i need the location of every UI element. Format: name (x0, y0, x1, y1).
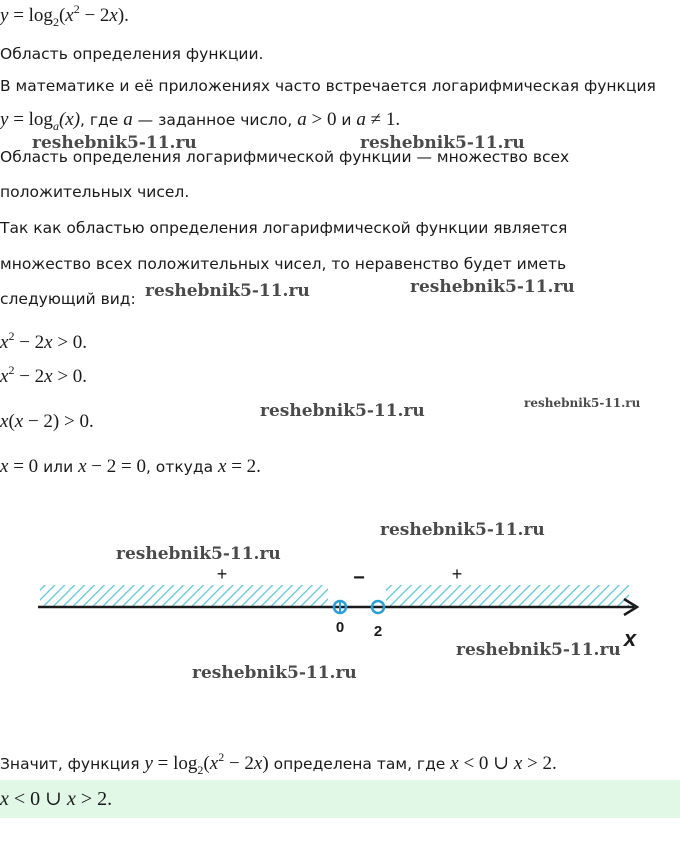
op: − 2 (14, 332, 45, 353)
op: > 0. (52, 366, 88, 387)
paragraph-3: Область определения логарифмической функции — множество всех (0, 148, 570, 166)
var: x (0, 332, 9, 353)
var: x (0, 788, 9, 810)
exponent: 2 (8, 363, 15, 377)
var: x (44, 366, 53, 387)
op: − 2 = 0 (86, 456, 146, 477)
paragraph-5: Так как областью определения логарифмической функции является (0, 219, 568, 237)
exponent: 2 (218, 750, 225, 764)
point-label-0: 0 (335, 619, 345, 636)
op: − 2) > 0. (23, 411, 94, 432)
op: − 2 (224, 753, 254, 774)
var: x (218, 456, 227, 477)
watermark: reshebnik5-11.ru (260, 401, 425, 421)
answer-line (0, 789, 112, 809)
op: > 2. (75, 788, 113, 810)
arg: (x) (58, 109, 81, 130)
text: — заданное число, (132, 111, 298, 129)
var: x (44, 332, 53, 353)
watermark: reshebnik5-11.ru (456, 640, 621, 660)
hatch-left (40, 585, 328, 607)
text: определена там, где (268, 755, 451, 773)
var: x (66, 788, 76, 810)
var: x (78, 456, 87, 477)
var: x (0, 411, 9, 432)
log-base: 2 (52, 15, 59, 29)
var: x (513, 753, 523, 774)
op: > 0. (52, 332, 88, 353)
op: ≠ 1. (365, 109, 401, 130)
op: = 2. (226, 456, 261, 477)
op: − 2 (14, 366, 45, 387)
var: y (0, 5, 9, 26)
watermark: reshebnik5-11.ru (32, 133, 197, 153)
paragraph-1: В математике и её приложениях часто встречается логарифмическая функция (0, 77, 656, 95)
var: a (356, 109, 366, 130)
paren: ( (58, 5, 66, 26)
op: = (8, 5, 29, 26)
exponent: 2 (8, 329, 15, 343)
watermark: reshebnik5-11.ru (380, 520, 545, 540)
paren: ) (262, 753, 269, 774)
var: y (0, 109, 9, 130)
op: < 0 ∪ (458, 753, 514, 774)
var: x (0, 456, 9, 477)
sign-plus-right: + (451, 564, 463, 584)
watermark: reshebnik5-11.ru (145, 281, 310, 301)
watermark: reshebnik5-11.ru (524, 396, 641, 410)
log-base: 2 (197, 763, 204, 777)
var: x (65, 5, 74, 26)
op: = 0 (8, 456, 39, 477)
var: x (0, 366, 9, 387)
op: > 0 (306, 109, 337, 130)
watermark: reshebnik5-11.ru (410, 277, 575, 297)
var: y (144, 753, 153, 774)
log: log (28, 5, 53, 26)
var: x (253, 753, 263, 774)
op: < 0 ∪ (8, 788, 67, 810)
text: , откуда (145, 458, 218, 476)
var: x (109, 5, 118, 26)
paren: ( (8, 411, 15, 432)
watermark: reshebnik5-11.ru (192, 663, 357, 683)
watermark: reshebnik5-11.ru (360, 133, 525, 153)
inequality-2 (0, 363, 88, 388)
watermark: reshebnik5-11.ru (116, 544, 281, 564)
sign-minus: − (353, 567, 365, 589)
log-base: a (52, 119, 59, 133)
hatch-right (386, 585, 629, 607)
sign-plus-left: + (216, 564, 228, 584)
op: = (8, 109, 29, 130)
paren: ). (117, 5, 129, 26)
log: log (173, 753, 198, 774)
conclusion-line (0, 750, 557, 777)
op: − 2 (79, 5, 110, 26)
text: или (38, 458, 79, 476)
roots-line (0, 457, 261, 477)
text: и (336, 111, 357, 129)
paragraph-7: следующий вид: (0, 290, 136, 308)
op: > 2. (522, 753, 557, 774)
inequality-3 (0, 412, 94, 432)
paragraph-6: множество всех положительных чисел, то неравенство будет иметь (0, 255, 567, 273)
formula-title (0, 2, 129, 29)
heading-domain: Область определения функции. (0, 45, 264, 63)
point-label-2: 2 (373, 623, 383, 640)
op: = (152, 753, 174, 774)
text: , где (80, 111, 124, 129)
exponent: 2 (73, 2, 80, 16)
var: x (209, 753, 219, 774)
inequality-1 (0, 329, 88, 354)
paragraph-4: положительных чисел. (0, 183, 190, 201)
paragraph-2 (0, 110, 400, 131)
log: log (28, 109, 53, 130)
axis-label-x: x (623, 626, 637, 651)
var: a (123, 109, 133, 130)
text: Значит, функция (0, 755, 145, 773)
var: a (297, 109, 307, 130)
var: x (14, 411, 24, 432)
paren: ( (203, 753, 210, 774)
var: x (450, 753, 459, 774)
